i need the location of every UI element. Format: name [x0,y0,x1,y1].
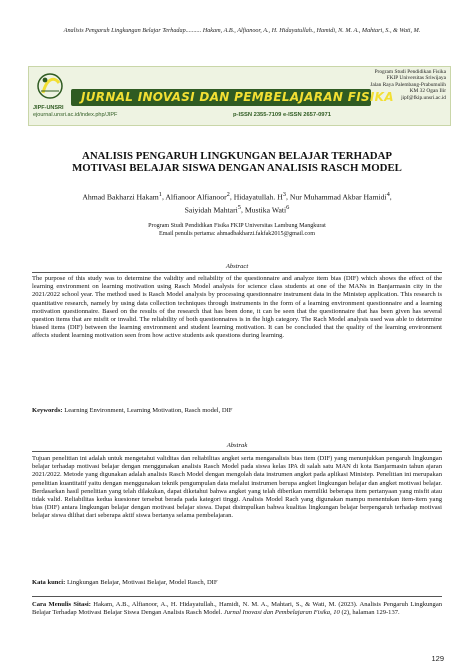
abstrak-heading: Abstrak [226,442,248,449]
journal-address [354,69,446,101]
address-line: Jalan Raya Palembang-Prabumulih [370,81,446,88]
author-sup: 3 [282,191,286,198]
page-number: 129 [431,654,444,663]
affiliation-block [40,222,434,238]
keywords-label: Keywords: [32,407,63,414]
address-line: KM 32 Ogan Ilir [409,88,446,95]
journal-issn: p-ISSN 2355-7109 e-ISSN 2657-0971 [233,112,331,118]
affiliation: Program Studi Pendidikan Fisika FKIP Universitas Lambung Mangkurat [148,223,326,229]
keywords [32,407,442,415]
abstrak-text: Tujuan penelitian ini adalah untuk mengetahui validitas dan reliabilitas angket serta menganalisis bias item (DIF) yang menunjukkan pengaruh lingkungan belajar terhadap motivasi belajar dengan menggunakan analisis Rasch Model pada siswa kelas IPA di salah satu MAN di kota Banjarmasin tahun ajaran 2021/2022. Metode yang digunakan adalah analisis Rasch Model dengan mengolah data instrumen angket pada aplikasi Ministep. Penelitian ini merupakan penelitian kuantitatif yaitu dengan menggunakan teknik pengumpulan data melalui instrumen berupa angket lingkungan belajar dan angket motivasi belajar. Berdasarkan hasil penelitian yang telah dilakukan, dapat diketahui bahwa angket yang telah diberikan memiliki beberapa item pertanyaan yang misfit atau tidak valid. Reliabilitas kedua kuesioner tersebut berada pada kategori tinggi. Analisis Model Rach yang digunakan mampu menentukan item-item yang bias (DIF) antara lingkungan belajar dengan motivasi belajar siswa. Dapat disimpulkan bahwa kualitas lingkungan belajar berpengaruh terhadap motivasi belajar siswa dilihat dari seberapa aktif siswa bertanya selama pembelajaran. [32,455,442,520]
journal-logo-icon [33,71,67,101]
author-sup: 2 [226,191,230,198]
running-head: Analisis Pengaruh Lingkungan Belajar Terhadap.......... Hakam, A.B., Alfianoor, A., H. Hidayatullah., Hamidi, N. M. A., Mahtari, S., & Wati, M. [63,27,421,34]
citation-label: Cara Menulis Sitasi: [32,601,91,608]
kata-kunci-label: Kata kunci: [32,579,66,586]
citation-block [32,601,442,617]
author-sup: 1 [158,191,162,198]
citation-rest: (2), halaman 129-137. [339,609,400,617]
citation-journal: Jurnal Inovasi dan Pembelajaran Fisika, 10 [223,609,340,617]
kata-kunci [32,579,442,587]
author: Hidayatullah. H [233,192,283,202]
kata-kunci-value: Lingkungan Belajar, Motivasi Belajar, Model Rasch, DIF [66,579,218,586]
address-email[interactable]: jipf@fkip.unsri.ac.id [401,94,446,101]
author-sup: 5 [237,204,241,212]
address-line: Program Studi Pendidikan Fisika [374,69,446,75]
keywords-value: Learning Environment, Learning Motivation, Rasch model, DIF [64,407,233,414]
citation-divider [32,596,442,597]
journal-website[interactable]: ejournal.unsri.ac.id/index.php/JIPF [33,112,118,118]
abstract-heading: Abstract [225,263,249,270]
author-list: Ahmad Bakharzi Hakam$^1$, Alfianoor Alfianoor$^2$, Hidayatullah. $H^3$, Nur Muhammad Akbar Hamidi$^4$, Saiyidah Mahtari$^5$, Mustika Wati$^6$ [82,191,392,215]
journal-banner [28,66,451,126]
abstract-divider [32,272,442,273]
abstract-text: The purpose of this study was to determine the validity and reliability of the questionnaire and analyze item bias (DIF) which shows the effect of the learning environment on learning motivation using Rasch Model analysis for science class students at one of the MANs in Banjarmasin city in the 2021/2022 school year. The method used is Rasch Model analysis by processing questionnaire instrument data in the Ministep application. This research is quantitative research, namely by using data collection techniques through instruments in the form of a learning environment questionnaire and a learning motivation questionnaire. Based on the results of the research that has been done, it can be seen that the questionnaire that has been given has several question items that are misfit or invalid. The reliability of both questionnaires is in the high category. The Rach Model analysis used was able to determine biased items (DIF) between the learning environment and student learning motivation. It can be concluded that the quality of the learning environment affects student learning motivation seen from how active students ask questions during learning. [32,275,442,340]
author: Nur Muhammad Akbar Hamidi [289,192,387,202]
title-line: ANALISIS PENGARUH LINGKUNGAN BELAJAR TERHADAP [82,150,392,162]
journal-name: JURNAL INOVASI DAN PEMBELAJARAN FISIKA [81,90,394,104]
journal-short-name: JIPF-UNSRI [33,105,64,111]
author-sup: 6 [286,204,290,212]
paper-title [40,150,434,174]
author: Saiyidah Mahtari [184,205,238,215]
author: Ahmad Bakharzi Hakam [82,192,159,202]
abstrak-divider [32,451,442,452]
title-line: MOTIVASI BELAJAR SISWA DENGAN ANALISIS RASCH MODEL [72,162,402,175]
citation-text: Hakam, A.B., Alfianoor, A., H. Hidayatullah., Hamidi, N. M. A., Mahtari, S., & Wati, M. (2023). Analisis Pengaruh Lingkungan Belajar Terhadap Motivasi Belajar Siswa Dengan Analisis Rasch Model. [32,601,442,617]
author-email[interactable]: Email penulis pertama: ahmadbakharzi.fakfak2015@gmail.com [158,231,316,237]
author: Mustika Wati [244,205,287,215]
author: Alfianoor Alfianoor [165,192,227,202]
address-line: FKIP Universitas Sriwijaya [386,75,446,82]
author-sup: 4 [386,191,390,198]
